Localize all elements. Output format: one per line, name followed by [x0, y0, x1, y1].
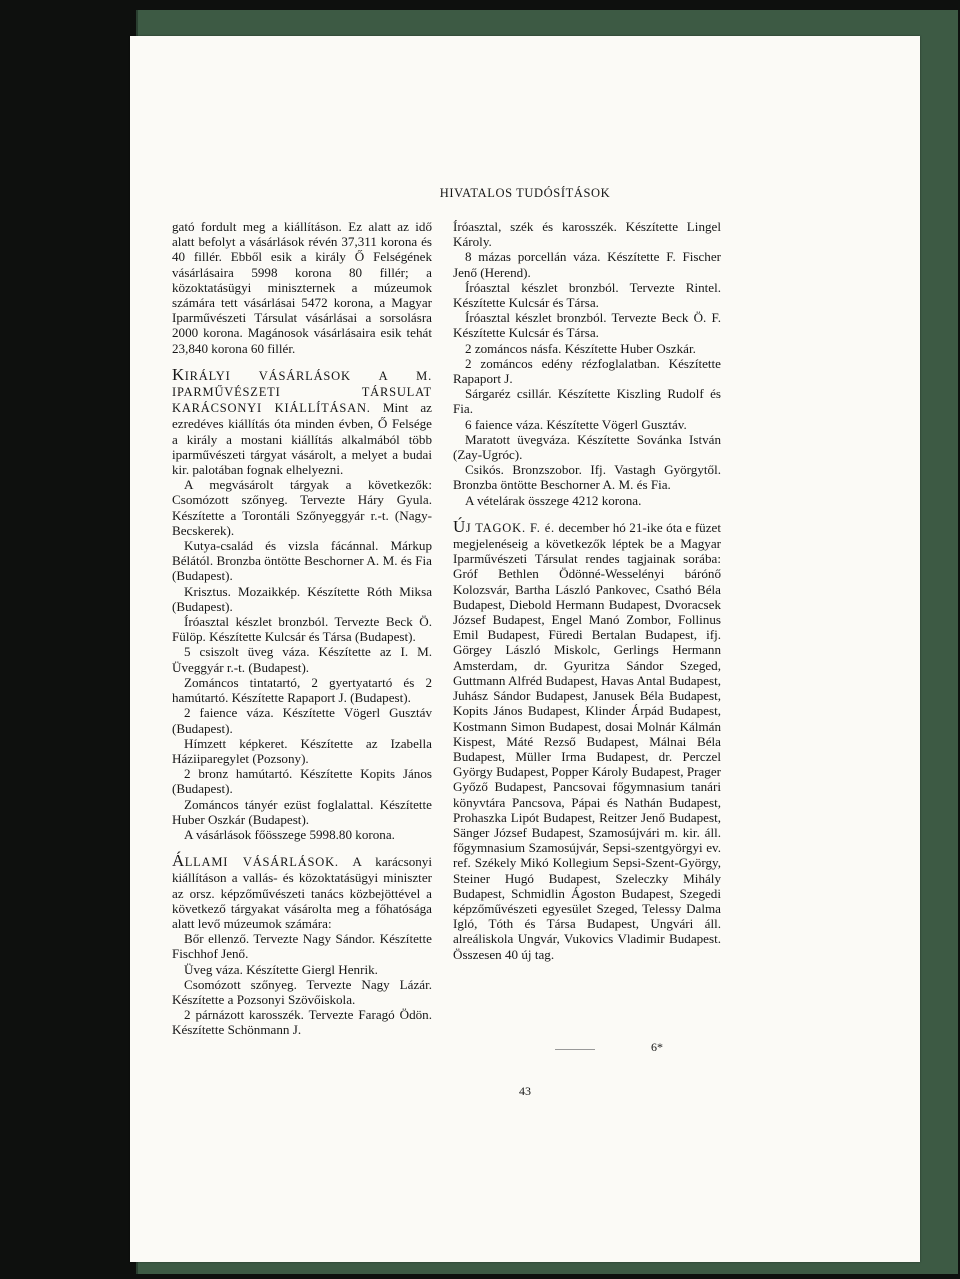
total-line: A vásárlások főösszege 5998.80 korona.	[184, 826, 395, 842]
list-item: Csomózott szőnyeg. Tervezte Nagy Lázár. Készítette a Pozsonyi Szövőiskola.	[172, 976, 432, 1007]
section-uj-tagok	[453, 516, 721, 962]
list-item: Krisztus. Mozaikkép. Készítette Róth Miksa (Budapest).	[172, 583, 432, 614]
section-heading-allami: ÁLLAMI VÁSÁRLÁSOK.	[172, 851, 339, 871]
list-item: Kutya-család és vizsla fácánnal. Márkup Bélától. Bronzba öntötte Beschorner A. M. és Fia (Budapest).	[172, 538, 432, 584]
section-text-uj-tagok: december hó 21-ike óta e füzet megjelenéseig a következők léptek be a Magyar Iparművészeti Társulat rendes tagjainak sorába: Gróf Bethlen Ödönné-Wesselényi bárónő Kolozsvár, Bartha László Pankovec, Csathó Béla Budapest, Diebold Hermann Budapest, Dvoracsek József Budapest, Engel Manó Zombor, Follinus Emil Budapest, Füredi Bertalan Budapest, ifj. Görgey László Miskolc, Gerlings Hermann Amsterdam, dr. Gyuritza Sándor Szeged, Guttmann Alfréd Budapest, Havas Antal Budapest, Juhász Sándor Budapest, Janusek Béla Budapest, Kopits János Budapest, Klinder Árpád Budapest, Kostmann Simon Budapest, dosai Molnár Kálmán Kispest, Máté Rezső Budapest, Málnai Béla Budapest, Müller Irma Budapest, dr. Perczel György Budapest, Popper Károly Budapest, Prager Győző Budapest, Pancsovai főgymnasium tanári könyvtára Pancsova, Pápai és Nathán Budapest, Prohaszka Lipót Budapest, Reitzer Jenő Budapest, Sänger József Budapest, Szamosújvári m. kir. áll. főgymnasium Szamosújvár, Sepsi-szentgyörgyi ev. ref. Székely Mikó Kollegium Sepsi-Szent-György, Steiner Hugó Budapest, Szeleczky Mihály Budapest, Schmidlin Ágoston Budapest, Szegedi képzőművészeti egyesület Szeged, Telessy Dalma Igló, Tóth és Társa Budapest, Ungvári áll. alreáliskola Ungvár, Vukovics Vladimir Budapest. Összesen 40 új tag.	[453, 519, 721, 962]
section-heading-kiralyi: KIRÁLYI VÁSÁRLÁSOK A M. IPARMŰVÉSZETI TÁRSULAT KARÁCSONYI KIÁLLÍTÁSAN.	[172, 364, 432, 416]
list-item: Zománcos tányér ezüst foglalattal. Készítette Huber Oszkár (Budapest).	[172, 796, 432, 827]
list-item: Sárgaréz csillár. Készítette Kiszling Rudolf és Fia.	[453, 386, 721, 417]
list-item: Íróasztal készlet bronzból. Tervezte Rintel. Készítette Kulcsár és Társa.	[453, 279, 721, 311]
list-item: Íróasztal készlet bronzból. Tervezte Beck Ö. F. Készítette Kulcsár és Társa.	[453, 310, 721, 341]
list-item: Bőr ellenző. Tervezte Nagy Sándor. Készítette Fischhof Jenő.	[172, 931, 432, 962]
section-text-allami: A karácsonyi kiállításon a vallás- és közoktatásügyi miniszter az orsz. képzőművészeti tanács közbejöttével a következő tárgyakat vásárolta meg a főhatósága alatt levő múzeumok számára:	[172, 854, 432, 931]
list-item: 8 mázas porcellán váza. Készítette F. Fischer Jenő (Herend).	[453, 249, 721, 280]
section-text-kiralyi: Mint az ezredéves kiállítás óta minden évben, Ő Felsége a király a mostani kiállítás alkalmából több iparművészeti tárgyat vásárolt, a melyet a budai kir. palotában fognak elhelyezni.	[172, 400, 432, 478]
book-page	[130, 36, 920, 1262]
left-column	[172, 219, 432, 1038]
total-line: A vételárak összege 4212 korona.	[465, 492, 642, 508]
list-item: Íróasztal készlet bronzból. Tervezte Beck Ö. Fülöp. Készítette Kulcsár és Társa (Budapest).	[172, 614, 432, 645]
list-item: Íróasztal, szék és karosszék. Készítette Lingel Károly.	[453, 219, 721, 250]
section-allami	[172, 853, 432, 931]
intro-paragraph: gató fordult meg a kiállításon. Ez alatt az idő alatt befolyt a vásárlások révén 37,311 korona és 40 fillér. Ebből esik a király Ő Felségének vásárlásaira 5998 korona 80 fillér; a közoktatásügyi miniszternek a múzeumok számára tett vásárlásai 5472 korona, a Magyar Iparművészeti Társulat vásárlásai a sorsolásra 2000 korona. Magánosok vásárlásaira esik tehát 23,840 korona 60 fillér.	[172, 219, 432, 356]
section-kiralyi	[172, 364, 432, 478]
running-head: HIVATALOS TUDÓSÍTÁSOK	[439, 186, 611, 200]
list-item: Zománcos tintatartó, 2 gyertyatartó és 2 hamútartó. Készítette Rapaport J. (Budapest).	[172, 674, 432, 706]
list-item: 2 párnázott karosszék. Tervezte Faragó Ödön. Készítette Schönmann J.	[172, 1007, 432, 1038]
list-item: 2 zománcos násfa. Készítette Huber Oszkár.	[465, 340, 696, 356]
page-number: 43	[519, 1084, 531, 1098]
list-item: Csikós. Bronzszobor. Ifj. Vastagh Györgytől. Bronzba öntötte Beschorner A. M. és Fia.	[453, 462, 721, 493]
list-item: 5 csiszolt üveg váza. Készítette az I. M. Üveggyár r.-t. (Budapest).	[172, 644, 432, 675]
separator-rule	[555, 1049, 595, 1050]
list-item: A megvásárolt tárgyak a következők: Csomózott szőnyeg. Tervezte Háry Gyula. Készítette a Torontáli Szőnyeggyár r.-t. (Nagy-Becskerek).	[172, 477, 432, 538]
list-item: Maratott üvegváza. Készítette Sovánka István (Zay-Ugróc).	[453, 431, 721, 463]
list-item: Hímzett képkeret. Készítette az Izabella Háziiparegylet (Pozsony).	[172, 735, 432, 766]
signature-mark: 6*	[651, 1040, 663, 1054]
list-item: 2 faience váza. Készítette Vögerl Gusztáv (Budapest).	[172, 705, 432, 736]
list-item: 6 faience váza. Készítette Vögerl Gusztáv.	[465, 416, 687, 432]
list-item: 2 zománcos edény rézfoglalatban. Készítette Rapaport J.	[453, 355, 721, 387]
list-item: 2 bronz hamútartó. Készítette Kopits János (Budapest).	[172, 766, 432, 797]
list-item: Üveg váza. Készítette Giergl Henrik.	[184, 961, 378, 977]
right-column	[453, 219, 721, 962]
section-heading-uj-tagok: ÚJ TAGOK. F. é.	[453, 516, 555, 536]
